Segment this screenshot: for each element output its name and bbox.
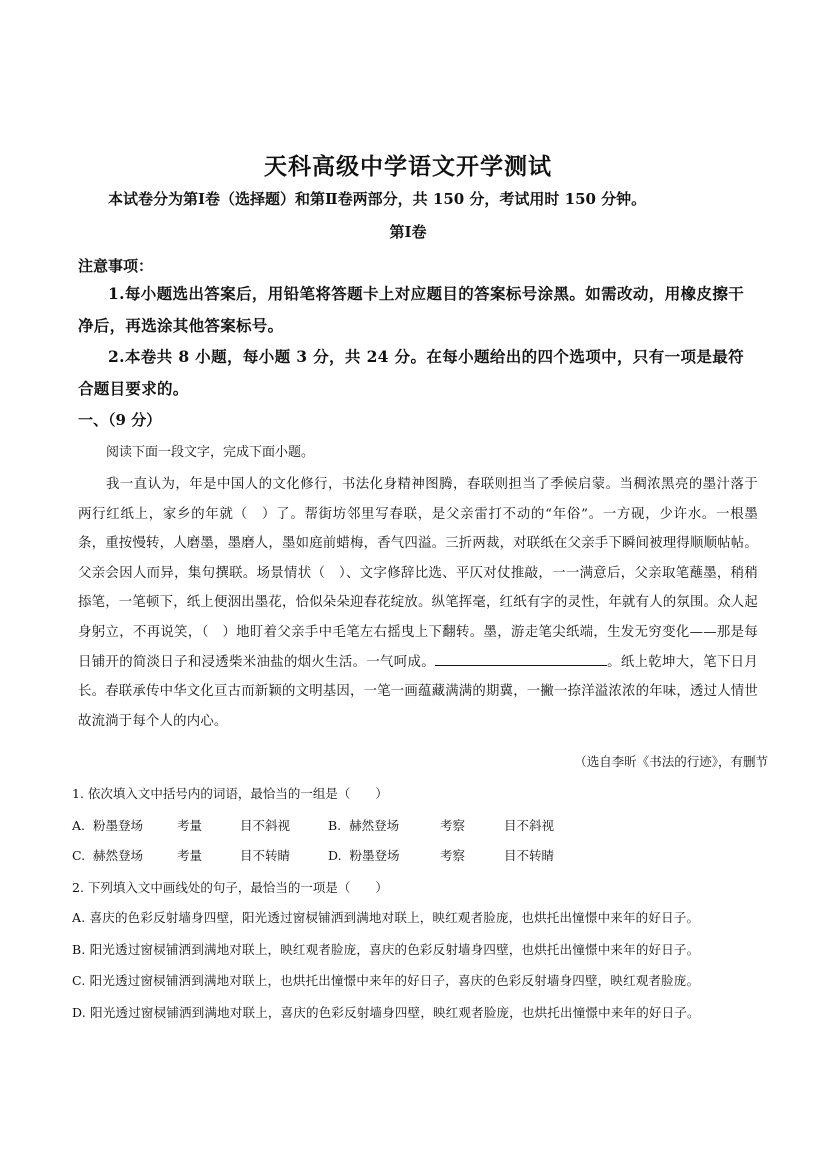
passage-text-part2: 。纸上乾坤大，笔下日月长。春联承传中华文化亘古而新颖的文明基因，一笔一画蕴藏满满的期冀，一撇一捺洋溢浓浓的年味，透过人情世故流淌于每个人的内心。 (78, 654, 758, 729)
question-2-option-c: C. 阳光透过窗棂铺洒到满地对联上，也烘托出憧憬中来年的好日子，喜庆的色彩反射墙身四壁，映红观者脸庞。 (72, 973, 700, 988)
exam-description: 本试卷分为第Ⅰ卷（选择题）和第Ⅱ卷两部分，共 150 分，考试用时 150 分钟。 (108, 190, 647, 208)
reading-passage (78, 470, 758, 736)
fill-in-blank-line (435, 653, 607, 666)
notice-item: 2.本卷共 8 小题，每小题 3 分，共 24 分。在每小题给出的四个选项中，只有一项是最符合题目要求的。 (78, 347, 744, 398)
question-1-stem: 1. 依次填入文中括号内的词语，最恰当的一组是（ ） (72, 786, 388, 801)
option-word: 粉墨登场 (92, 818, 143, 833)
option-letter: D. (328, 848, 342, 863)
option-word: 目不转睛 (504, 848, 555, 863)
option-d (328, 846, 400, 864)
option-letter: B. (328, 818, 342, 833)
question-2-option-a: A. 喜庆的色彩反射墙身四壁，阳光透过窗棂铺洒到满地对联上，映红观者脸庞，也烘托出憧憬中来年的好日子。 (72, 910, 700, 925)
option-c (72, 846, 143, 864)
option-word: 考量 (177, 848, 203, 863)
option-a (72, 816, 143, 834)
volume-heading: 第Ⅰ卷 (389, 223, 427, 241)
section-heading: 一、（9 分） (78, 411, 162, 429)
option-word: 考察 (440, 818, 466, 833)
option-word: 目不转睛 (240, 848, 291, 863)
question-2-stem: 2. 下列填入文中画线处的句子，最恰当的一项是（ ） (72, 880, 388, 895)
question-2-option-d: D. 阳光透过窗棂铺洒到满地对联上，喜庆的色彩反射墙身四壁，映红观者脸庞，也烘托出憧憬中来年的好日子。 (72, 1005, 700, 1020)
option-word: 考量 (177, 818, 203, 833)
option-b (328, 816, 399, 834)
notice-heading: 注意事项： (78, 257, 154, 275)
question-2-option-b: B. 阳光透过窗棂铺洒到满地对联上，映红观者脸庞，喜庆的色彩反射墙身四壁，也烘托出憧憬中来年的好日子。 (72, 942, 700, 957)
reading-instruction: 阅读下面一段文字，完成下面小题。 (106, 445, 315, 460)
option-word: 考察 (440, 848, 466, 863)
option-letter: A. (72, 818, 86, 833)
page-title: 天科高级中学语文开学测试 (264, 153, 552, 180)
passage-source: （选自李昕《书法的行迹》，有删节 (574, 754, 768, 769)
option-word: 赫然登场 (349, 818, 400, 833)
passage-text-part1: 我一直认为，年是中国人的文化修行，书法化身精神图腾，春联则担当了季候启蒙。当稠浓黑亮的墨汁落于两行红纸上，家乡的年就（ ）了。帮街坊邻里写春联，是父亲雷打不动的“年俗”。一方砚，少许水。一根墨条，重按慢转，人磨墨，墨磨人，墨如庭前蜡梅，香气四溢。三折两裁，对联纸在父亲手下瞬间被理得顺顺帖帖。父亲会因人而异，集句撰联。场景情状（ ）、文字修辞比选、平仄对仗推敲，一一满意后，父亲取笔蘸墨，稍稍掭笔，一笔顿下，纸上便洇出墨花，恰似朵朵迎春花绽放。纵笔挥毫，红纸有字的灵性，年就有人的氛围。众人起身躬立，不再说笑，（ ）地盯着父亲手中毛笔左右摇曳上下翻转。墨，游走笔尖纸端，生发无穷变化——那是每日铺开的简淡日子和浸透柴米油盐的烟火生活。一气呵成。 (78, 477, 758, 670)
option-word: 粉墨登场 (349, 848, 400, 863)
option-word: 目不斜视 (240, 818, 291, 833)
option-letter: C. (72, 848, 86, 863)
notice-item: 1.每小题选出答案后，用铅笔将答题卡上对应题目的答案标号涂黑。如需改动，用橡皮擦干净后，再选涂其他答案标号。 (78, 284, 744, 335)
option-word: 目不斜视 (504, 818, 555, 833)
option-word: 赫然登场 (93, 848, 144, 863)
